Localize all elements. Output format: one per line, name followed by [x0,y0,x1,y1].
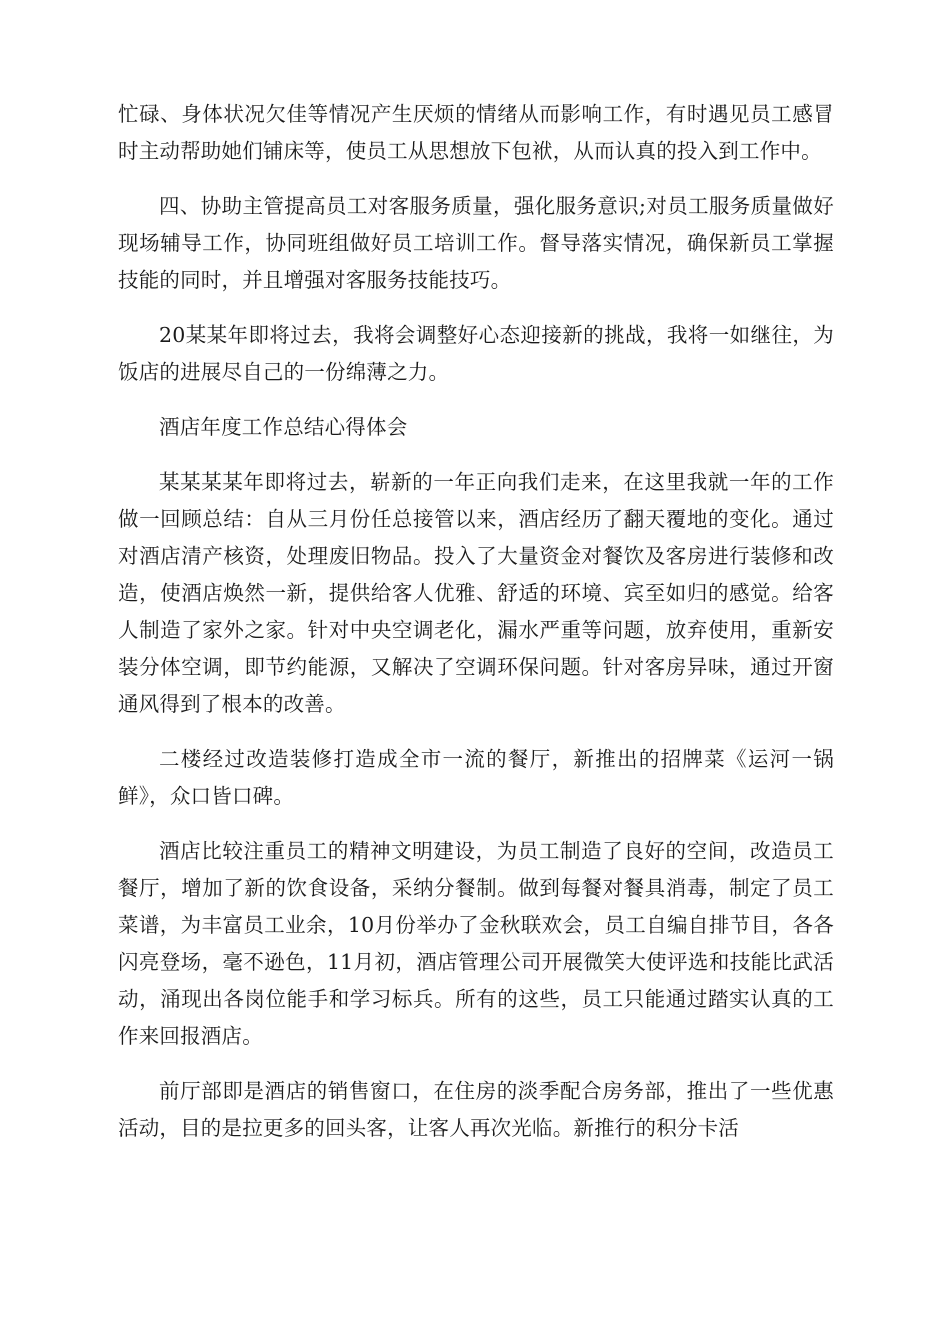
paragraph-restaurant: 二楼经过改造装修打造成全市一流的餐厅，新推出的招牌菜《运河一锅鲜》，众口皆口碑。 [118,747,834,808]
paragraph-year-review: 某某某某年即将过去，崭新的一年正向我们走来，在这里我就一年的工作做一回顾总结：自从三月份任总接管以来，酒店经历了翻天覆地的变化。通过对酒店清产核资，处理废旧物品。投入了大量资金对餐饮及客房进行装修和改造，使酒店焕然一新，提供给客人优雅、舒适的环境、宾至如归的感觉。给客人制造了家外之家。针对中央空调老化，漏水严重等问题，放弃使用，重新安装分体空调，即节约能源，又解决了空调环保问题。针对客房异味，通过开窗通风得到了根本的改善。 [118,470,834,716]
section-heading: 酒店年度工作总结心得体会 [159,415,408,439]
paragraph-service-quality: 四、协助主管提高员工对客服务质量，强化服务意识;对员工服务质量做好现场辅导工作，协同班组做好员工培训工作。督导落实情况，确保新员工掌握技能的同时，并且增强对客服务技能技巧。 [118,194,834,292]
document-body [118,96,834,1165]
paragraph-front-office: 前厅部即是酒店的销售窗口，在住房的淡季配合房务部，推出了一些优惠活动，目的是拉更多的回头客，让客人再次光临。新推行的积分卡活 [118,1079,834,1140]
paragraph-year-closing: 20某某年即将过去，我将会调整好心态迎接新的挑战，我将一如继往，为饭店的进展尽自己的一份绵薄之力。 [118,323,834,384]
paragraph-staff-culture: 酒店比较注重员工的精神文明建设，为员工制造了良好的空间，改造员工餐厅，增加了新的饮食设备，采纳分餐制。做到每餐对餐具消毒，制定了员工菜谱，为丰富员工业余，10月份举办了金秋联欢会，员工自编自排节目，各各闪亮登场，毫不逊色，11月初，酒店管理公司开展微笑大使评选和技能比武活动，涌现出各岗位能手和学习标兵。所有的这些，员工只能通过踏实认真的工作来回报酒店。 [118,839,834,1048]
paragraph-continuation: 忙碌、身体状况欠佳等情况产生厌烦的情绪从而影响工作，有时遇见员工感冒时主动帮助她们铺床等，使员工从思想放下包袱，从而认真的投入到工作中。 [118,102,834,163]
